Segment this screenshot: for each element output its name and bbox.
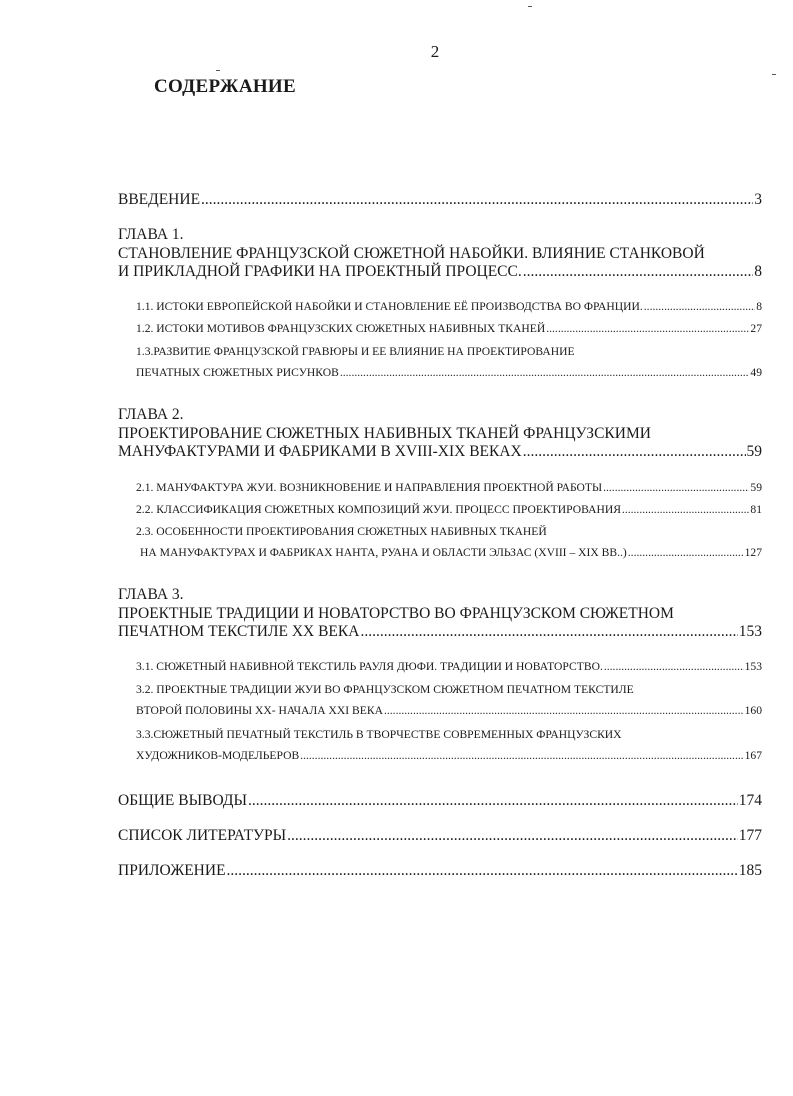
chapter-title-line: ПРОЕКТИРОВАНИЕ СЮЖЕТНЫХ НАБИВНЫХ ТКАНЕЙ ФРАНЦУЗСКИМИ [118, 424, 651, 442]
chapter-label: ГЛАВА 1. [118, 226, 184, 243]
toc-page-number: 59 [746, 443, 762, 461]
toc-section-2-1[interactable] [136, 481, 762, 494]
toc-section-2-3[interactable] [136, 525, 762, 559]
section-title: 3.2. ПРОЕКТНЫЕ ТРАДИЦИИ ЖУИ ВО ФРАНЦУЗСКОМ СЮЖЕТНОМ ПЕЧАТНОМ ТЕКСТИЛЕ [136, 683, 634, 696]
dot-leader [546, 322, 749, 335]
dot-leader [300, 749, 743, 762]
dot-leader [340, 366, 750, 379]
dot-leader [604, 660, 744, 673]
dot-leader [287, 827, 738, 845]
dot-leader [603, 481, 749, 494]
dot-leader [227, 862, 738, 880]
toc-section-3-3[interactable] [136, 728, 762, 762]
toc-chapter-2[interactable] [118, 406, 762, 462]
toc-entry-bibliography[interactable] [118, 827, 762, 845]
toc-page-number: 153 [738, 623, 762, 641]
section-title: 1.1. ИСТОКИ ЕВРОПЕЙСКОЙ НАБОЙКИ И СТАНОВЛЕНИЕ ЕЁ ПРОИЗВОДСТВА ВО ФРАНЦИИ. [136, 300, 643, 313]
dot-leader [384, 704, 744, 717]
chapter-label: ГЛАВА 2. [118, 406, 184, 423]
toc-section-1-3[interactable] [136, 345, 762, 379]
chapter-title-line: ПРОЕКТНЫЕ ТРАДИЦИИ И НОВАТОРСТВО ВО ФРАНЦУЗСКОМ СЮЖЕТНОМ [118, 604, 674, 622]
toc-page-number: 49 [750, 366, 762, 379]
toc-entry-appendix[interactable] [118, 862, 762, 880]
dot-leader [523, 263, 754, 282]
toc-chapter-3[interactable] [118, 586, 762, 642]
toc-page-number: 177 [738, 827, 762, 844]
toc-section-1-1[interactable] [136, 300, 762, 313]
toc-entry-label: ОБЩИЕ ВЫВОДЫ [118, 792, 247, 809]
dot-leader [523, 443, 746, 462]
chapter-title-line: И ПРИКЛАДНОЙ ГРАФИКИ НА ПРОЕКТНЫЙ ПРОЦЕСС. [118, 263, 522, 281]
toc-page-number: 8 [754, 263, 762, 281]
toc-section-1-2[interactable] [136, 322, 762, 335]
toc-section-3-1[interactable] [136, 660, 762, 673]
chapter-label: ГЛАВА 3. [118, 586, 184, 603]
toc-page-number: 153 [744, 660, 762, 673]
toc-page-number: 160 [744, 704, 762, 717]
section-title-continued: НА МАНУФАКТУРАХ И ФАБРИКАХ НАНТА, РУАНА И ОБЛАСТИ ЭЛЬЗАС (XVIII – XIX ВВ..) [140, 546, 627, 559]
section-title: 2.1. МАНУФАКТУРА ЖУИ. ВОЗНИКНОВЕНИЕ И НАПРАВЛЕНИЯ ПРОЕКТНОЙ РАБОТЫ [136, 481, 603, 494]
scan-mark [772, 74, 776, 75]
toc-page-number: 167 [744, 749, 762, 762]
toc-page-number: 174 [738, 792, 762, 809]
section-title: 3.3.СЮЖЕТНЫЙ ПЕЧАТНЫЙ ТЕКСТИЛЬ В ТВОРЧЕСТВЕ СОВРЕМЕННЫХ ФРАНЦУЗСКИХ [136, 728, 622, 741]
toc-page-number: 3 [754, 191, 762, 208]
dot-leader [248, 792, 738, 810]
toc-chapter-1[interactable] [118, 226, 762, 282]
toc-heading: СОДЕРЖАНИЕ [154, 76, 296, 97]
chapter-title-line: МАНУФАКТУРАМИ И ФАБРИКАМИ В XVIII-XIX ВЕКАХ [118, 443, 522, 461]
section-title: 1.3.РАЗВИТИЕ ФРАНЦУЗСКОЙ ГРАВЮРЫ И ЕЕ ВЛИЯНИЕ НА ПРОЕКТИРОВАНИЕ [136, 345, 575, 358]
toc-page-number: 185 [738, 862, 762, 879]
section-title: 2.2. КЛАССИФИКАЦИЯ СЮЖЕТНЫХ КОМПОЗИЦИЙ ЖУИ. ПРОЦЕСС ПРОЕКТИРОВАНИЯ [136, 503, 621, 516]
toc-section-3-2[interactable] [136, 683, 762, 717]
dot-leader [628, 546, 744, 559]
toc-page-number: 8 [756, 300, 762, 313]
section-title-continued: ВТОРОЙ ПОЛОВИНЫ XX- НАЧАЛА XXI ВЕКА [136, 704, 383, 717]
toc-section-2-2[interactable] [136, 503, 762, 516]
dot-leader [644, 300, 755, 313]
section-title-continued: ХУДОЖНИКОВ-МОДЕЛЬЕРОВ [136, 749, 300, 762]
chapter-title-line: СТАНОВЛЕНИЕ ФРАНЦУЗСКОЙ СЮЖЕТНОЙ НАБОЙКИ. ВЛИЯНИЕ СТАНКОВОЙ [118, 244, 705, 262]
toc-page-number: 59 [750, 481, 762, 494]
chapter-title-line: ПЕЧАТНОМ ТЕКСТИЛЕ XX ВЕКА [118, 623, 360, 641]
toc-page-number: 127 [744, 546, 762, 559]
section-title: 1.2. ИСТОКИ МОТИВОВ ФРАНЦУЗСКИХ СЮЖЕТНЫХ НАБИВНЫХ ТКАНЕЙ [136, 322, 546, 335]
toc-entry-conclusions[interactable] [118, 792, 762, 810]
page-number: 2 [430, 42, 440, 61]
toc-entry-label: ПРИЛОЖЕНИЕ [118, 862, 226, 879]
scan-mark [216, 70, 220, 71]
dot-leader [201, 191, 753, 209]
section-title: 3.1. СЮЖЕТНЫЙ НАБИВНОЙ ТЕКСТИЛЬ РАУЛЯ ДЮФИ. ТРАДИЦИИ И НОВАТОРСТВО. [136, 660, 603, 673]
toc-page-number: 81 [750, 503, 762, 516]
toc-entry-label: ВВЕДЕНИЕ [118, 191, 201, 208]
section-title-continued: ПЕЧАТНЫХ СЮЖЕТНЫХ РИСУНКОВ [136, 366, 339, 379]
toc-entry-label: СПИСОК ЛИТЕРАТУРЫ [118, 827, 287, 844]
scan-mark [528, 6, 532, 7]
section-title: 2.3. ОСОБЕННОСТИ ПРОЕКТИРОВАНИЯ СЮЖЕТНЫХ НАБИВНЫХ ТКАНЕЙ [136, 525, 547, 538]
toc-page-number: 27 [750, 322, 762, 335]
toc-entry-intro[interactable] [118, 191, 762, 209]
dot-leader [622, 503, 749, 516]
dot-leader [360, 623, 737, 642]
